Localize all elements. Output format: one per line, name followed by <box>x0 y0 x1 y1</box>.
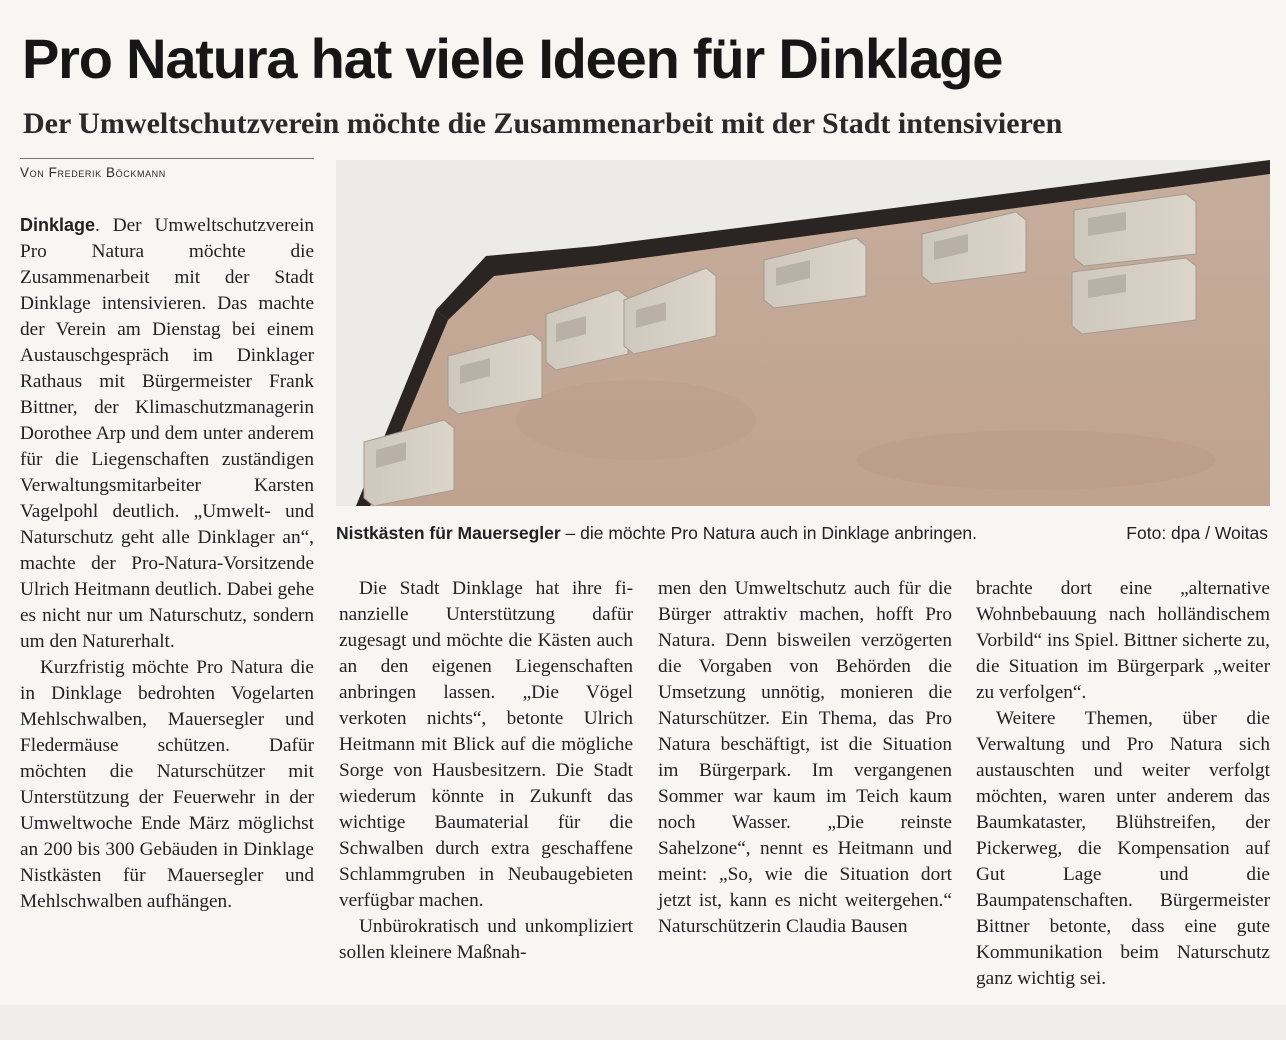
paragraph <box>20 212 314 655</box>
paragraph: Weitere Themen, über die Verwaltung und Pro Natura sich austauschten und weiter verfolgt möchten, waren unter anderem das Baumkataster, Blühstreifen, der Pickerweg, die Kompensation auf Gut Lage und die Baumpatenschaften. Bürgermeister Bittner betonte, dass eine gute Kommunikation beim Naturschutz ganz wichtig sei. <box>976 708 1270 989</box>
article-headline: Pro Natura hat viele Ideen für Dinklage <box>22 27 1003 90</box>
article-column-4 <box>976 576 1270 992</box>
dateline: Dinklage <box>20 215 96 235</box>
article-photo <box>336 160 1270 506</box>
paragraph: Die Stadt Dinklage hat ihre finanzielle Unterstützung dafür zugesagt und möchte die Kästen auch an den eigenen Liegenschaften anbringen lassen. „Die Vögel verkoten nichts“, betonte Ulrich Heitmann mit Blick auf die mögliche Sorge von Hausbesitzern. Die Stadt wiederum könnte in Zukunft das wichtige Baumaterial für die Schwalben durch extra geschaffene Schlammgruben in Neubaugebieten verfügbar machen. <box>339 578 633 911</box>
caption-bold: Nistkästen für Mauersegler <box>336 523 561 543</box>
article-byline: Von Frederik Böckmann <box>20 158 314 180</box>
caption-rest: – die möchte Pro Natura auch in Dinklage anbringen. <box>560 523 978 543</box>
photo-caption <box>336 520 1270 546</box>
nest-box <box>1072 258 1196 334</box>
page-bottom-margin <box>0 1005 1286 1040</box>
paragraph-text: . Der Umweltschutzverein Pro Natura möchte die Zusammenarbeit mit der Stadt Dinklage intensivieren. Das machte der Verein am Dienstag bei einem Austauschgespräch im Dinklager Rathaus mit Bürgermeister Frank Bittner, der Klimaschutzmanagerin Dorothee Arp und dem unter anderem für die Liegenschaften zuständigen Verwaltungsmitarbeiter Karsten Vagelpohl deutlich. „Umwelt- und Naturschutz geht alle Dinklager an“, machte der Pro-Natura-Vorsitzende Ulrich Heitmann deutlich. Dabei gehe es nicht nur um Naturschutz, sondern um den Naturerhalt. <box>20 215 314 652</box>
paragraph: brachte dort eine „alternative Wohnbebauung nach holländischem Vorbild“ ins Spiel. Bittner sicherte zu, die Situation im Bürgerpark „weiter zu verfolgen“. <box>976 578 1270 703</box>
caption-text <box>336 520 977 546</box>
article-subheadline: Der Umweltschutzverein möchte die Zusammenarbeit mit der Stadt intensivieren <box>23 107 1063 140</box>
paragraph: Kurzfristig möchte Pro Natura die in Dinklage bedrohten Vogelarten Mehlschwalben, Mauersegler und Fledermäuse schützen. Dafür möchten die Naturschützer mit Unterstützung der Feuerwehr in der Umweltwoche Ende März möglichst an 200 bis 300 Gebäuden in Dinklage Nistkästen für Mauersegler und Mehlschwalben aufhängen. <box>20 657 314 912</box>
paragraph: Unbürokratisch und unkompliziert sollen kleinere Maßnah- <box>339 916 633 963</box>
photo-credit: Foto: dpa / Woitas <box>1126 523 1268 543</box>
article-column-3 <box>658 576 952 940</box>
article-column-2 <box>339 576 633 966</box>
paragraph: men den Umweltschutz auch für die Bürger attraktiv machen, hofft Pro Natura. Denn bisweilen verzögerten die Vorgaben von Behörden die Umsetzung unnötig, monieren die Naturschützer. Ein Thema, das Pro Natura beschäftigt, ist die Situation im Bürgerpark. Im vergangenen Sommer war kaum im Teich kaum noch Wasser. „Die reinste Sahelzone“, nennt es Heitmann und meint: „So, wie die Situation dort jetzt ist, kann es nicht weitergehen.“ Naturschützerin Claudia Bausen <box>658 578 952 937</box>
nest-boxes-illustration <box>336 160 1270 506</box>
article-column-1 <box>20 212 314 915</box>
